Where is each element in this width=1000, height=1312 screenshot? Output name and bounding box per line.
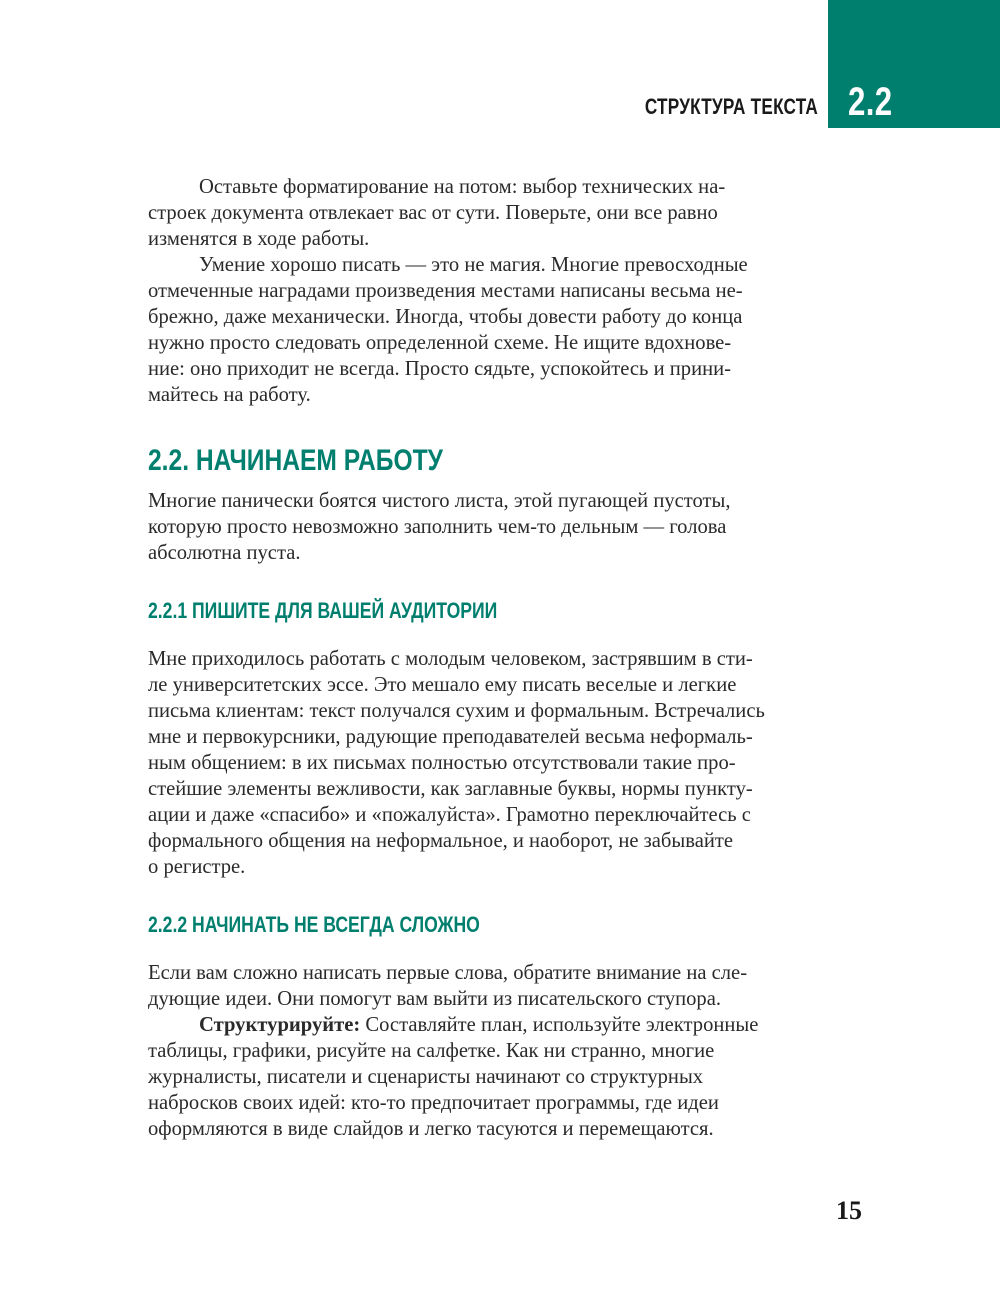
bold-lead: Структурируйте: bbox=[199, 1014, 361, 1036]
section-heading: 2.2. НАЧИНАЕМ РАБОТУ bbox=[148, 444, 443, 477]
text-line: дующие идеи. Они помогут вам выйти из писательского ступора. bbox=[148, 988, 722, 1010]
subsection-2-paragraph-2 bbox=[148, 1012, 828, 1142]
intro-paragraph-1 bbox=[148, 174, 828, 252]
section-paragraph bbox=[148, 488, 828, 566]
text-line: мне и первокурсники, радующие преподавателей весьма неформаль- bbox=[148, 726, 753, 748]
text-line: Многие панически боятся чистого листа, этой пугающей пустоты, bbox=[148, 490, 731, 512]
subsection-2-paragraph-1 bbox=[148, 960, 828, 1012]
text-line: Умение хорошо писать — это не магия. Многие превосходные bbox=[199, 254, 748, 276]
chapter-number: 2.2 bbox=[848, 80, 893, 124]
text-line: ние: оно приходит не всегда. Просто сядьте, успокойтесь и прини- bbox=[148, 358, 731, 380]
text-line: стейшие элементы вежливости, как заглавные буквы, нормы пункту- bbox=[148, 778, 753, 800]
subsection-1-paragraph bbox=[148, 646, 828, 880]
intro-paragraph-2 bbox=[148, 252, 828, 408]
text-line: формального общения на неформальное, и наоборот, не забывайте bbox=[148, 830, 734, 852]
text-line: отмеченные наградами произведения местами написаны весьма не- bbox=[148, 280, 743, 302]
running-title: СТРУКТУРА ТЕКСТА bbox=[644, 94, 818, 119]
subsection-heading-2: 2.2.2 НАЧИНАТЬ НЕ ВСЕГДА СЛОЖНО bbox=[148, 912, 480, 937]
text-line: брежно, даже механически. Иногда, чтобы довести работу до конца bbox=[148, 306, 743, 328]
text-line: Оставьте форматирование на потом: выбор технических на- bbox=[199, 176, 726, 198]
text-line: ации и даже «спасибо» и «пожалуйста». Грамотно переключайтесь с bbox=[148, 804, 751, 826]
text-line: ле университетских эссе. Это мешало ему писать веселые и легкие bbox=[148, 674, 737, 696]
text-line: которую просто невозможно заполнить чем-то дельным — голова bbox=[148, 516, 727, 538]
text-line: абсолютна пуста. bbox=[148, 542, 301, 564]
text-line: изменятся в ходе работы. bbox=[148, 228, 370, 250]
text-line bbox=[148, 1012, 828, 1038]
text-line: письма клиентам: текст получался сухим и формальным. Встречались bbox=[148, 700, 765, 722]
text-line: набросков своих идей: кто-то предпочитает программы, где идеи bbox=[148, 1092, 719, 1114]
text-line: строек документа отвлекает вас от сути. Поверьте, они все равно bbox=[148, 202, 718, 224]
text-line: таблицы, графики, рисуйте на салфетке. Как ни странно, многие bbox=[148, 1040, 715, 1062]
text-run: Составляйте план, используйте электронные bbox=[360, 1014, 759, 1036]
text-line: ным общением: в их письмах полностью отсутствовали такие про- bbox=[148, 752, 736, 774]
text-line: о регистре. bbox=[148, 856, 246, 878]
text-line: журналисты, писатели и сценаристы начинают со структурных bbox=[148, 1066, 704, 1088]
text-line: оформляются в виде слайдов и легко тасуются и перемещаются. bbox=[148, 1118, 714, 1140]
text-line: Мне приходилось работать с молодым человеком, застрявшим в сти- bbox=[148, 648, 753, 670]
text-line: нужно просто следовать определенной схеме. Не ищите вдохнове- bbox=[148, 332, 732, 354]
text-line: майтесь на работу. bbox=[148, 384, 311, 406]
page-number: 15 bbox=[836, 1196, 862, 1225]
text-line: Если вам сложно написать первые слова, обратите внимание на сле- bbox=[148, 962, 748, 984]
subsection-heading-1: 2.2.1 ПИШИТЕ ДЛЯ ВАШЕЙ АУДИТОРИИ bbox=[148, 598, 498, 623]
